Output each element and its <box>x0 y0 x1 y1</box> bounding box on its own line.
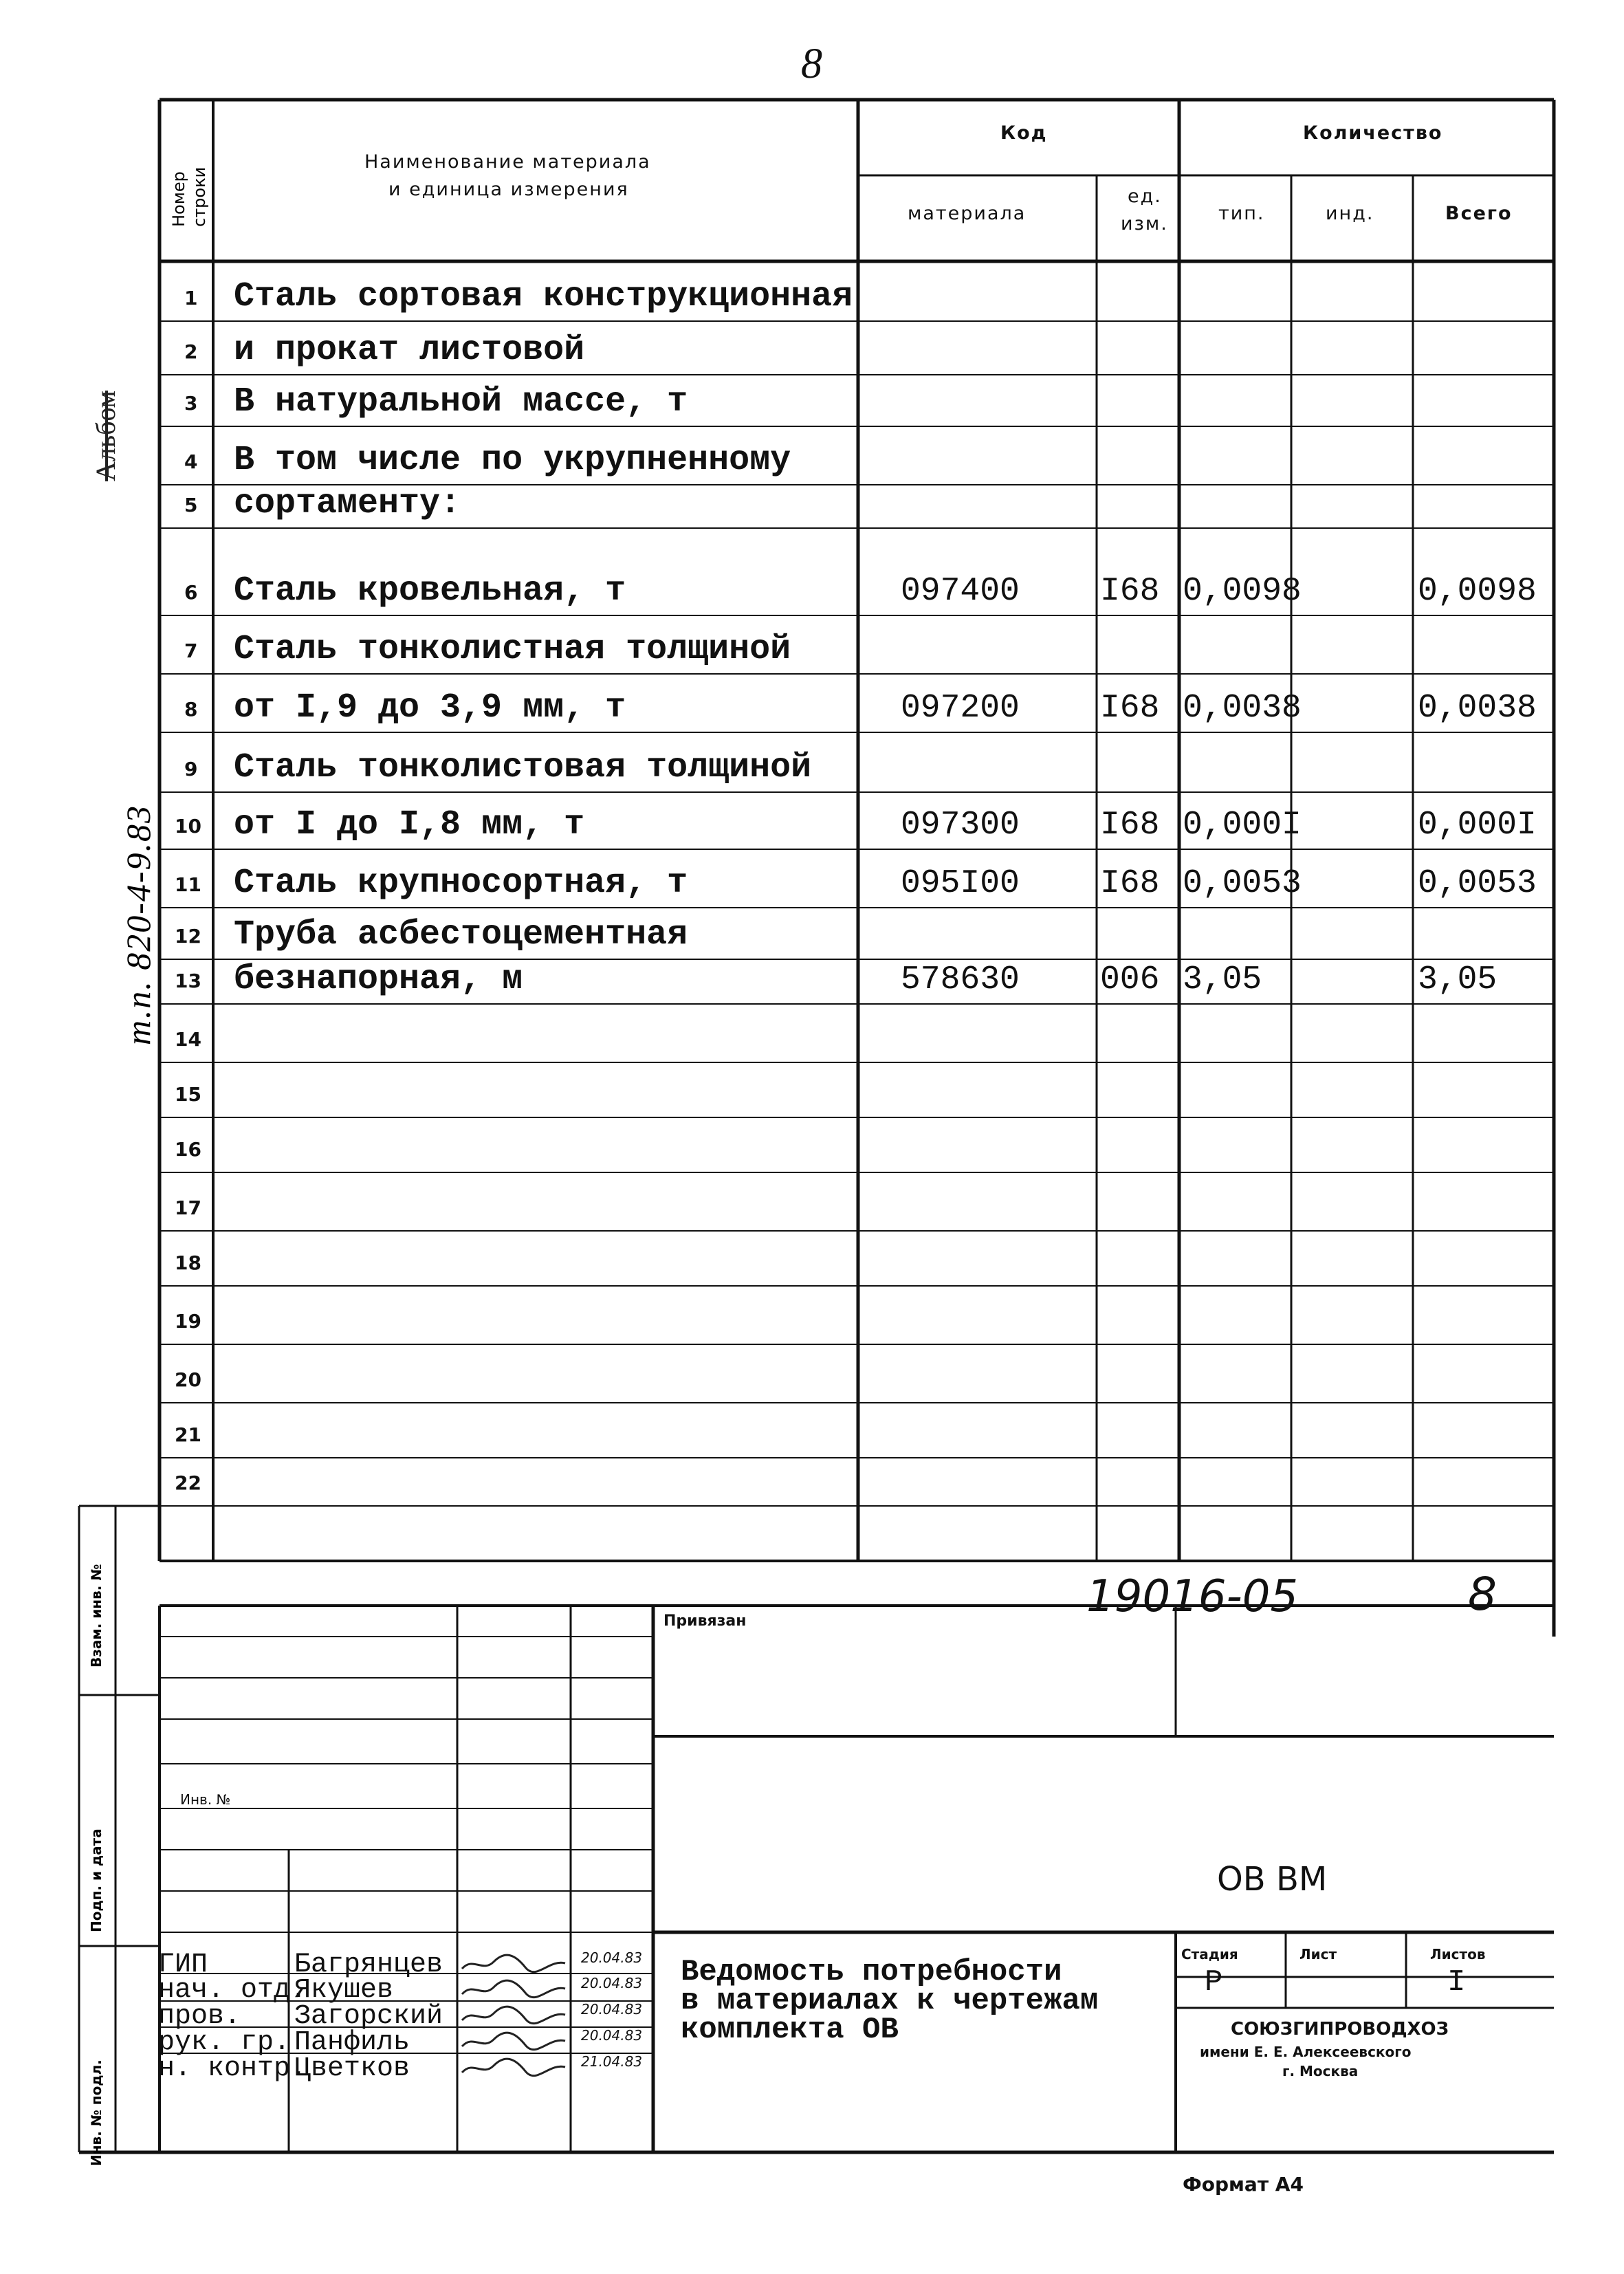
signature-mark <box>459 2004 569 2031</box>
stamp-stage-label: Стадия <box>1181 1946 1238 1963</box>
row-number: 1 <box>184 287 198 309</box>
material-name: Труба асбестоцементная <box>234 915 688 954</box>
material-name: В натуральной массе, т <box>234 382 688 422</box>
signer-date: 20.04.83 <box>581 1949 643 1966</box>
header-qty-ind: инд. <box>1326 203 1374 224</box>
table-row <box>0 1458 1624 1506</box>
qty-total: 0,0098 <box>1418 573 1537 610</box>
header-qty-total: Всего <box>1445 203 1513 224</box>
sheet-number: 8 <box>1468 1568 1497 1621</box>
material-name: сортаменту: <box>234 484 461 523</box>
qty-total: 0,000I <box>1418 807 1537 844</box>
signature-mark <box>459 1978 569 2004</box>
row-number: 11 <box>175 873 201 896</box>
signer-name: Якушев <box>294 1975 394 2006</box>
material-code: 097300 <box>901 807 1020 844</box>
qty-typ: 0,0038 <box>1183 690 1302 727</box>
material-name: В том числе по укрупненному <box>234 441 791 480</box>
header-row-no: Номер строки <box>169 166 209 227</box>
row-number: 21 <box>175 1423 201 1446</box>
material-name: безнапорная, м <box>234 960 523 999</box>
stamp-sheet-label: Лист <box>1299 1946 1337 1963</box>
qty-typ: 3,05 <box>1183 961 1262 998</box>
row-number: 17 <box>175 1196 201 1219</box>
stamp-org-1: СОЮЗГИПРОВОДХОЗ <box>1231 2019 1449 2040</box>
stamp-privyazan: Привязан <box>663 1612 747 1630</box>
table-row <box>0 615 1624 674</box>
row-number: 9 <box>184 758 198 780</box>
margin-inv-podl: Инв. № подл. <box>88 2059 105 2166</box>
table-row <box>0 528 1624 615</box>
qty-total: 3,05 <box>1418 961 1497 998</box>
table-row <box>0 375 1624 426</box>
material-name: Сталь тонколистовая толщиной <box>234 748 812 787</box>
table-row <box>0 908 1624 959</box>
material-code: 097400 <box>901 573 1020 610</box>
signer-date: 20.04.83 <box>581 2027 643 2044</box>
stamp-org-2: имени Е. Е. Алексеевского <box>1200 2044 1412 2060</box>
signer-role: ГИП <box>158 1949 208 1980</box>
qty-typ: 0,0098 <box>1183 573 1302 610</box>
table-row <box>0 1004 1624 1062</box>
row-number: 22 <box>175 1472 201 1494</box>
row-number: 2 <box>184 340 198 363</box>
stamp-title-line3: комплекта ОВ <box>681 2013 899 2047</box>
signature-mark <box>459 2056 569 2083</box>
material-name: Сталь тонколистная толщиной <box>234 630 791 669</box>
table-row <box>0 1231 1624 1286</box>
table-row <box>0 1172 1624 1231</box>
qty-total: 0,0053 <box>1418 865 1537 902</box>
unit-code: I68 <box>1100 865 1160 902</box>
signer-date: 20.04.83 <box>581 1975 643 1991</box>
material-name: от I,9 до 3,9 мм, т <box>234 688 626 728</box>
side-stamp: т.п. 820-4-9.83 <box>119 804 157 1045</box>
table-row <box>0 1286 1624 1344</box>
header-code-material: материала <box>908 203 1027 224</box>
material-name: Сталь крупносортная, т <box>234 864 688 903</box>
header-name-line2: и единица измерения <box>388 179 629 200</box>
row-number: 4 <box>184 450 198 473</box>
row-number: 6 <box>184 581 198 604</box>
table-row <box>0 959 1624 1004</box>
header-code-unit-1: ед. <box>1128 186 1162 207</box>
margin-podp: Подп. и дата <box>88 1828 105 1932</box>
unit-code: I68 <box>1100 807 1160 844</box>
material-code: 097200 <box>901 690 1020 727</box>
header-code: Код <box>1000 122 1048 144</box>
doc-code: 19016-05 <box>1086 1571 1299 1622</box>
stamp-sheets: I <box>1447 1965 1466 2000</box>
row-number: 18 <box>175 1251 201 1274</box>
signer-role: н. контр. <box>158 2053 307 2084</box>
material-name: Сталь сортовая конструкционная <box>234 277 853 316</box>
row-number: 19 <box>175 1310 201 1333</box>
material-name: Сталь кровельная, т <box>234 571 626 611</box>
stamp-stage: Р <box>1205 1965 1223 2000</box>
row-number: 7 <box>184 639 198 662</box>
table-row <box>0 849 1624 908</box>
signer-role: пров. <box>158 2001 241 2032</box>
row-number: 14 <box>175 1028 201 1051</box>
material-code: 578630 <box>901 961 1020 998</box>
format-label: Формат А4 <box>1183 2173 1304 2196</box>
row-number: 8 <box>184 698 198 721</box>
header-qty-typ: тип. <box>1218 203 1265 224</box>
page-number: 8 <box>801 41 822 87</box>
unit-code: 006 <box>1100 961 1160 998</box>
material-name: от I до I,8 мм, т <box>234 805 585 844</box>
stamp-org-3: г. Москва <box>1282 2063 1359 2079</box>
stamp-title-line2: в материалах к чертежам <box>681 1984 1099 2018</box>
table-row <box>0 1403 1624 1458</box>
table-row <box>0 426 1624 485</box>
table-row <box>0 261 1624 321</box>
table-row <box>0 1062 1624 1117</box>
stamp-designation: ОВ ВМ <box>1217 1860 1328 1899</box>
qty-total: 0,0038 <box>1418 690 1537 727</box>
table-row <box>0 485 1624 528</box>
header-name-line1: Наименование материала <box>364 151 651 173</box>
row-number: 3 <box>184 392 198 415</box>
header-code-unit-2: изм. <box>1121 213 1168 234</box>
material-code: 095I00 <box>901 865 1020 902</box>
signer-date: 20.04.83 <box>581 2001 643 2018</box>
signature-mark <box>459 1952 569 1979</box>
qty-typ: 0,000I <box>1183 807 1302 844</box>
row-number: 15 <box>175 1083 201 1106</box>
signer-role: нач. отд. <box>158 1975 307 2006</box>
signer-role: рук. гр. <box>158 2027 291 2058</box>
table-row <box>0 1344 1624 1403</box>
signer-date: 21.04.83 <box>581 2053 643 2070</box>
table-row <box>0 321 1624 375</box>
margin-vzam: Взам. инв. № <box>88 1564 105 1668</box>
stamp-title-line1: Ведомость потребности <box>681 1955 1062 1989</box>
side-crossed-label: Альбом <box>90 391 121 481</box>
table-row <box>0 1117 1624 1172</box>
row-number: 12 <box>175 925 201 948</box>
unit-code: I68 <box>1100 690 1160 727</box>
signer-name: Багрянцев <box>294 1949 443 1980</box>
row-number: 20 <box>175 1368 201 1391</box>
table-row <box>0 732 1624 792</box>
material-name: и прокат листовой <box>234 331 585 370</box>
row-number: 10 <box>175 815 201 838</box>
row-number: 5 <box>184 494 198 516</box>
signer-name: Панфиль <box>294 2027 410 2058</box>
qty-typ: 0,0053 <box>1183 865 1302 902</box>
stamp-inv-no: Инв. № <box>180 1791 231 1808</box>
table-row <box>0 792 1624 849</box>
unit-code: I68 <box>1100 573 1160 610</box>
header-quantity: Количество <box>1303 122 1443 144</box>
stamp-sheets-label: Листов <box>1430 1946 1486 1963</box>
signer-name: Цветков <box>294 2053 410 2084</box>
row-number: 16 <box>175 1138 201 1161</box>
row-number: 13 <box>175 970 201 992</box>
table-row <box>0 674 1624 732</box>
signer-name: Загорский <box>294 2001 443 2032</box>
signature-mark <box>459 2030 569 2057</box>
